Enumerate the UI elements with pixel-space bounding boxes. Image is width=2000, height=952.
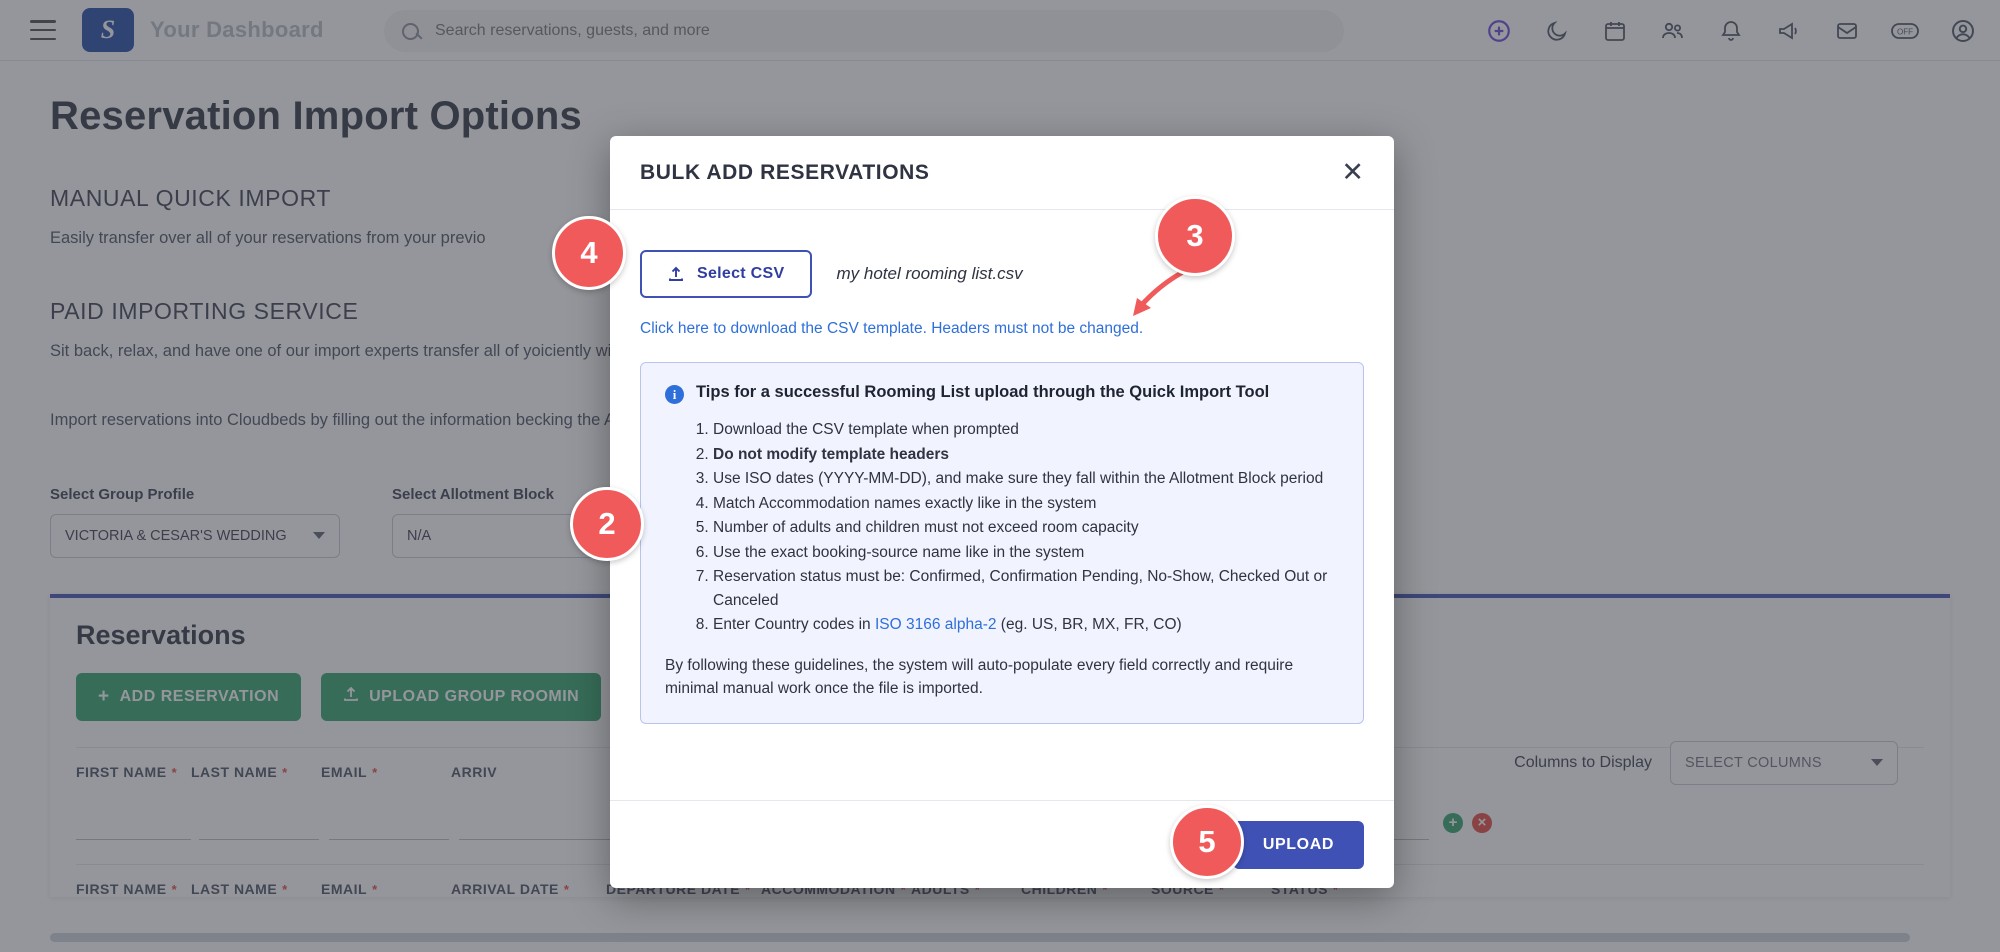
list-item: 7. Reservation status must be: Confirmed, Confirmation Pending, No-Show, Checked Out or Canceled (713, 565, 1339, 612)
iso-3166-link[interactable]: ISO 3166 alpha-2 (874, 616, 997, 634)
select-csv-button[interactable] (640, 250, 812, 298)
list-item: 1. Download the CSV template when prompted (713, 418, 1339, 442)
tip8-prefix: Enter Country codes in (713, 616, 875, 634)
tips-header (665, 383, 1339, 404)
tips-closing-text: By following these guidelines, the system will auto-populate every field correctly and require minimal manual work once the file is imported. (665, 656, 1294, 698)
dialog-footer (610, 800, 1394, 888)
select-csv-row (640, 250, 1364, 298)
list-item (713, 443, 1339, 467)
list-item: 3. Use ISO dates (YYYY-MM-DD), and make sure they fall within the Allotment Block period (713, 467, 1339, 491)
select-csv-label: Select CSV (697, 265, 785, 282)
list-item (713, 613, 1339, 637)
dialog-title: BULK ADD RESERVATIONS (640, 160, 930, 184)
step-badge-4: 4 (552, 216, 626, 290)
step-badge-3: 3 (1155, 196, 1235, 276)
list-item: 5. Number of adults and children must not exceed room capacity (713, 516, 1339, 540)
info-icon: i (665, 385, 684, 404)
step-badge-2: 2 (570, 487, 644, 561)
download-csv-template-link[interactable]: Click here to download the CSV template. Headers must not be changed. (640, 320, 1144, 337)
tips-list (665, 418, 1339, 637)
tip8-suffix: (eg. US, BR, MX, FR, CO) (996, 616, 1182, 634)
upload-button[interactable]: UPLOAD (1233, 821, 1364, 869)
close-icon[interactable]: ✕ (1341, 157, 1364, 187)
tip-bold: Do not modify template headers (713, 445, 949, 463)
tips-title: Tips for a successful Rooming List upload through the Quick Import Tool (696, 383, 1270, 401)
dialog-header (610, 136, 1394, 210)
list-item: 6. Use the exact booking-source name like in the system (713, 541, 1339, 565)
step-3-arrow (1125, 268, 1195, 328)
upload-icon (668, 266, 684, 282)
tips-callout (640, 362, 1364, 724)
step-badge-5: 5 (1170, 805, 1244, 879)
dialog-body (610, 210, 1394, 800)
selected-filename: my hotel rooming list.csv (836, 264, 1023, 283)
bulk-add-reservations-dialog (610, 136, 1394, 888)
list-item: 4. Match Accommodation names exactly like in the system (713, 492, 1339, 516)
